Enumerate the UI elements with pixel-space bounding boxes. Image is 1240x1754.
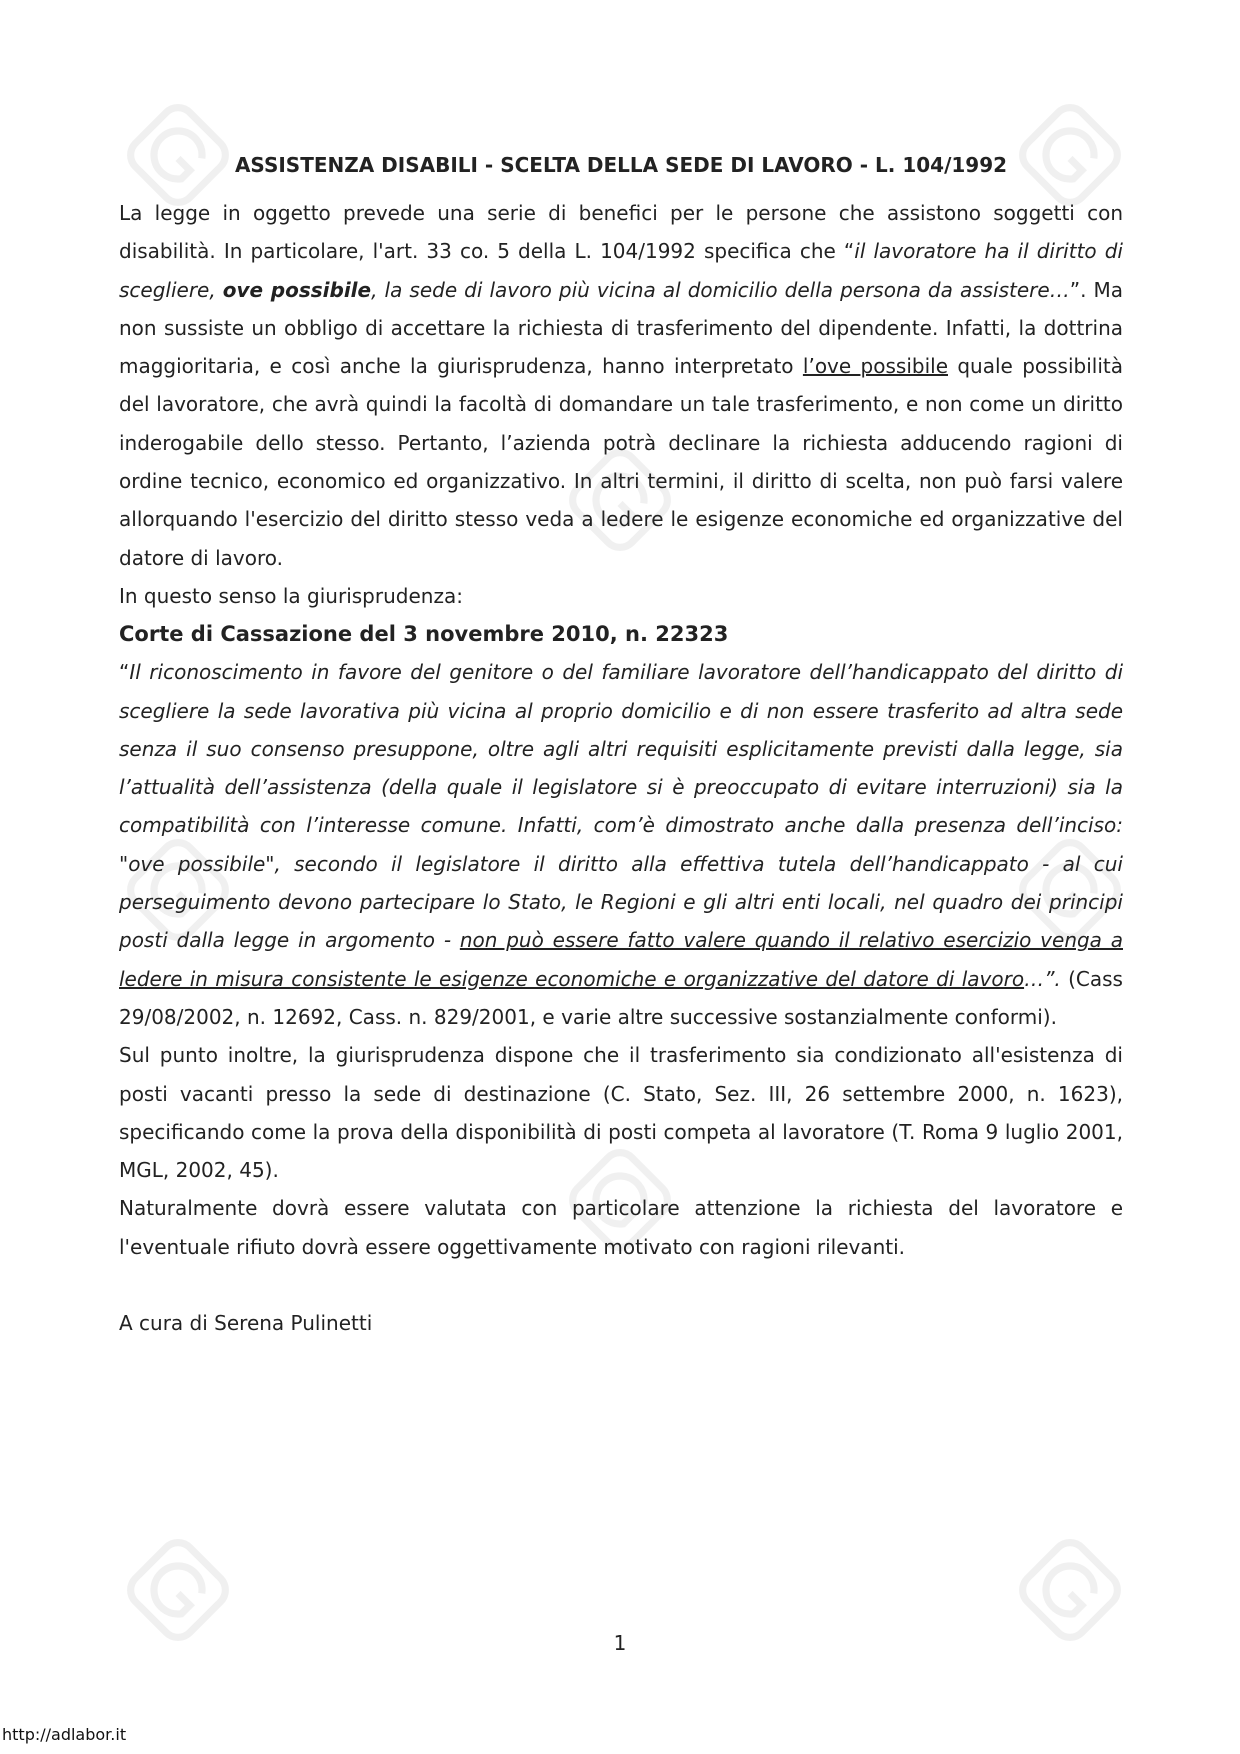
case-title: Corte di Cassazione del 3 novembre 2010, n. 22323 — [119, 622, 729, 647]
document-title: ASSISTENZA DISABILI - SCELTA DELLA SEDE DI LAVORO - L. 104/1992 — [234, 153, 1008, 177]
quote-open-mark: “ — [119, 660, 130, 685]
intro-text-b: ”. Ma non sussiste un obbligo di accettare la richiesta di trasferimento del dipendente. Infatti, la dottrina maggioritaria, e così anche la giurisprudenza, hanno interpretato — [119, 277, 1123, 379]
intro-paragraph — [119, 194, 1123, 577]
intro-quote-emphasis: ove possibile — [222, 277, 372, 302]
conclusion-paragraph: Naturalmente dovrà essere valutata con particolare attenzione la richiesta del lavoratore e l'eventuale rifiuto dovrà essere oggettivamente motivato con ragioni rilevanti. — [119, 1196, 1123, 1259]
quote-close-mark: …”. — [1024, 966, 1061, 991]
case-quote-paragraph — [119, 653, 1123, 1036]
intro-quote-text: il lavoratore ha il diritto di scegliere, — [119, 239, 1123, 302]
vacancy-paragraph: Sul punto inoltre, la giurisprudenza dispone che il trasferimento sia condizionato all'esistenza di posti vacanti presso la sede di destinazione (C. Stato, Sez. III, 26 settembre 2000, n. 1623), specificando come la prova della disponibilità di posti competa al lavoratore (T. Roma 9 luglio 2001, MGL, 2002, 45). — [119, 1043, 1123, 1183]
author-credit: A cura di Serena Pulinetti — [119, 1311, 373, 1336]
intro-text-a: La legge in oggetto prevede una serie di benefici per le persone che assistono soggetti con disabilità. In particolare, l'art. 33 co. 5 della L. 104/1992 specifica che “ — [119, 201, 1123, 264]
document-body — [119, 146, 1123, 1342]
intro-quote-text-end: , la sede di lavoro più vicina al domicilio della persona da assistere… — [371, 277, 1070, 302]
footer-url-link[interactable]: http://adlabor.it — [2, 1725, 127, 1744]
intro-text-c: quale possibilità del lavoratore, che avrà quindi la facoltà di domandare un tale trasferimento, e non come un diritto inderogabile dello stesso. Pertanto, l’azienda potrà declinare la richiesta adducendo ragioni di ordine tecnico, economico ed organizzativo. In altri termini, il diritto di scelta, non può farsi valere allorquando l'esercizio del diritto stesso veda a ledere le esigenze economiche ed organizzative del datore di lavoro. — [119, 354, 1123, 570]
page-number: 1 — [613, 1631, 627, 1655]
quote-text: Il riconoscimento in favore del genitore o del familiare lavoratore dell’handicappato del diritto di scegliere la sede lavorativa più vicina al proprio domicilio e di non essere trasferito ad altra sede senza il suo consenso presuppone, oltre agli altri requisiti esplicitamente previsti dalla legge, sia l’attualità dell’assistenza (della quale il legislatore si è preoccupato di evitare interruzioni) sia la compatibilità con l’interesse comune. Infatti, com’è dimostrato anche dalla presenza dell’inciso: "ove possibile", secondo il legislatore il diritto alla effettiva tutela dell’handicappato - al cui perseguimento devono partecipare lo Stato, le Regioni e gli altri enti locali, nel quadro dei principi posti dalla legge in argomento - — [119, 660, 1123, 953]
quote-references: (Cass 29/08/2002, n. 12692, Cass. n. 829/2001, e varie altre successive sostanzialmente conformi). — [119, 966, 1123, 1029]
quote-underlined-text: non può essere fatto valere quando il relativo esercizio venga a ledere in misura consistente le esigenze economiche e organizzative del datore di lavoro — [119, 928, 1123, 991]
jurisprudence-intro: In questo senso la giurisprudenza: — [119, 583, 463, 608]
intro-underlined-phrase: l’ove possibile — [802, 354, 948, 379]
